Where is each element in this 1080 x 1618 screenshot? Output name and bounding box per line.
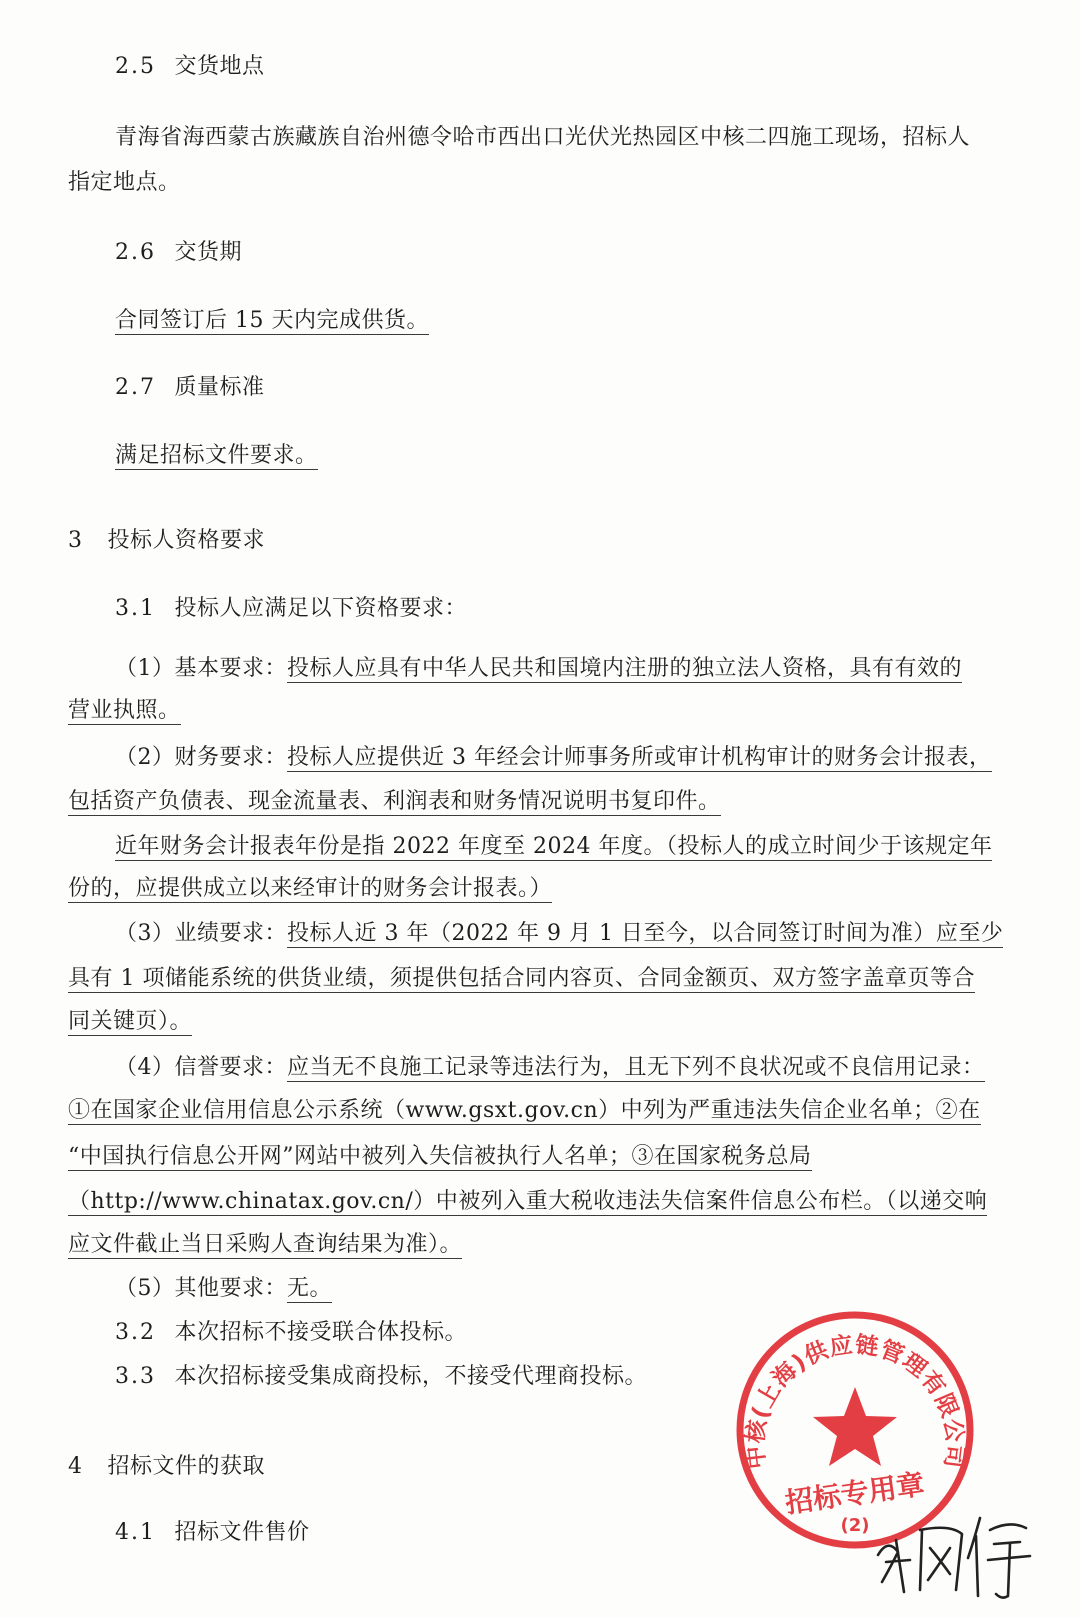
paragraph-line: 同关键页）。 <box>68 1009 193 1034</box>
heading-3-2 <box>115 1318 467 1348</box>
seal-bottom-text: (2) <box>840 1515 870 1536</box>
paragraph-line: 应文件截止当日采购人查询结果为准）。 <box>68 1232 463 1257</box>
heading-number: 3.2 <box>115 1320 156 1345</box>
heading-number: 4 <box>68 1454 83 1479</box>
requirement-3: （3）业绩要求：投标人近 3 年（2022 年 9 月 1 日至今，以合同签订时间为准）应至少 <box>115 921 1004 946</box>
paragraph-line: ①在国家企业信用信息公示系统（www.gsxt.gov.cn）中列为严重违法失信企业名单；②在 <box>68 1098 981 1123</box>
paragraph-line: 合同签订后 15 天内完成供货。 <box>115 308 429 333</box>
signature-stroke <box>920 1528 962 1590</box>
heading-title: 交货期 <box>174 240 243 265</box>
requirement-label: （5）其他要求： <box>115 1276 287 1301</box>
heading-title: 质量标准 <box>174 375 265 400</box>
requirement-label: （2）财务要求： <box>115 745 287 770</box>
signature-stroke <box>968 1518 1030 1598</box>
heading-3 <box>68 526 265 556</box>
paragraph-line: “中国执行信息公开网”网站中被列入失信被执行人名单；③在国家税务总局 <box>68 1144 812 1169</box>
heading-number: 2.5 <box>115 54 156 79</box>
heading-number: 3.3 <box>115 1364 156 1389</box>
paragraph-line: 近年财务会计报表年份是指 2022 年度至 2024 年度。（投标人的成立时间少于该规定年 <box>115 834 993 859</box>
requirement-5: （5）其他要求：无。 <box>115 1276 333 1301</box>
handwritten-signature <box>870 1500 1040 1600</box>
heading-title: 招标文件售价 <box>174 1520 310 1545</box>
requirement-1: （1）基本要求：投标人应具有中华人民共和国境内注册的独立法人资格，具有有效的 <box>115 656 963 681</box>
paragraph-line: 具有 1 项储能系统的供货业绩，须提供包括合同内容页、合同金额页、双方签字盖章页等合 <box>68 966 975 991</box>
heading-3-1 <box>115 594 467 624</box>
heading-title: 本次招标不接受联合体投标。 <box>174 1320 468 1345</box>
seal-star-icon <box>813 1387 897 1466</box>
requirement-label: （3）业绩要求： <box>115 921 287 946</box>
heading-number: 2.7 <box>115 375 156 400</box>
heading-title: 招标文件的获取 <box>107 1454 266 1479</box>
requirement-label: （4）信誉要求： <box>115 1055 287 1080</box>
paragraph-line: 满足招标文件要求。 <box>115 443 318 468</box>
heading-2-7 <box>115 373 265 403</box>
paragraph-line: 包括资产负债表、现金流量表、利润表和财务情况说明书复印件。 <box>68 789 721 814</box>
paragraph-line: 青海省海西蒙古族藏族自治州德令哈市西出口光伏光热园区中核二四施工现场，招标人 <box>115 125 971 150</box>
heading-4-1 <box>115 1518 310 1548</box>
paragraph-line: （http://www.chinatax.gov.cn/）中被列入重大税收违法失信案件信息公布栏。（以递交响 <box>68 1189 988 1214</box>
heading-number: 3 <box>68 528 83 553</box>
heading-2-5 <box>115 52 265 82</box>
heading-title: 投标人资格要求 <box>107 528 266 553</box>
heading-number: 3.1 <box>115 596 156 621</box>
heading-title: 本次招标接受集成商投标，不接受代理商投标。 <box>174 1364 648 1389</box>
requirement-2: （2）财务要求：投标人应提供近 3 年经会计师事务所或审计机构审计的财务会计报表， <box>115 745 992 770</box>
paragraph-line: 指定地点。 <box>68 170 181 195</box>
heading-4 <box>68 1452 265 1482</box>
paragraph-line: 营业执照。 <box>68 698 181 723</box>
requirement-4: （4）信誉要求：应当无不良施工记录等违法行为，且无下列不良状况或不良信用记录： <box>115 1055 985 1080</box>
heading-title: 投标人应满足以下资格要求： <box>174 596 468 621</box>
requirement-label: （1）基本要求： <box>115 656 287 681</box>
signature-stroke <box>878 1540 910 1592</box>
seal-outer-text: 中核(上海)供应链管理有限公司 <box>742 1332 968 1471</box>
seal-center-text: 招标专用章 <box>783 1467 927 1520</box>
heading-title: 交货地点 <box>174 54 265 79</box>
heading-number: 2.6 <box>115 240 156 265</box>
heading-number: 4.1 <box>115 1520 156 1545</box>
heading-2-6 <box>115 238 242 268</box>
paragraph-line: 份的，应提供成立以来经审计的财务会计报表。） <box>68 876 553 901</box>
heading-3-3 <box>115 1362 647 1392</box>
